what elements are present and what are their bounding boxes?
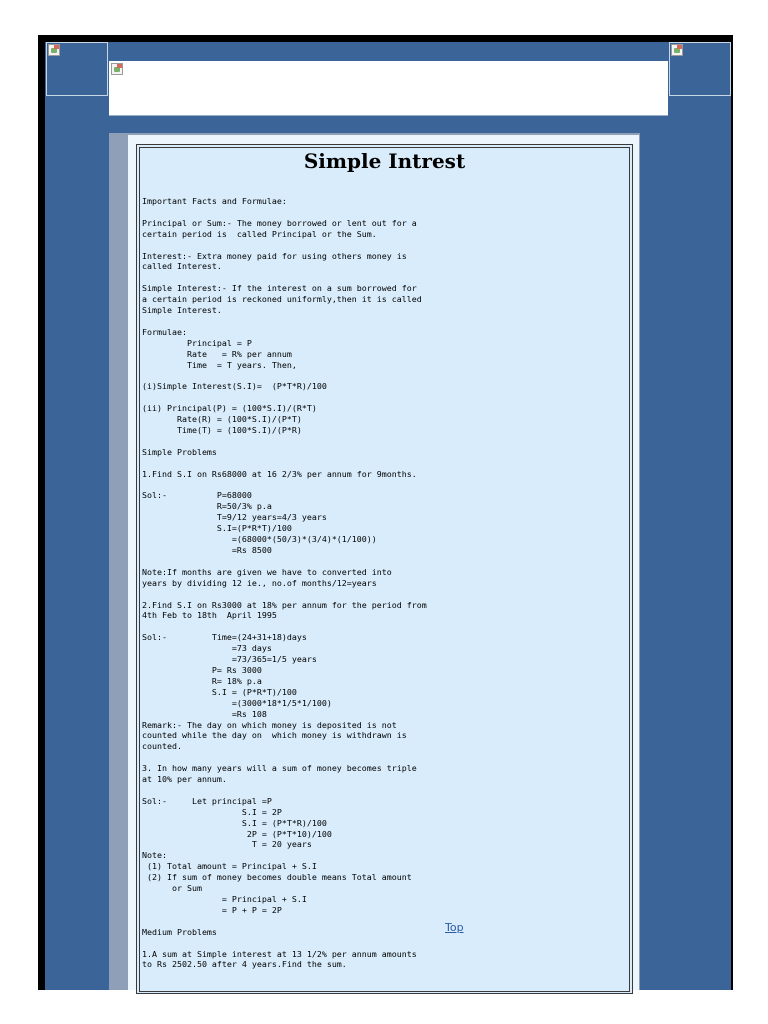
corner-image-right xyxy=(669,42,731,96)
article-body xyxy=(142,196,427,970)
text-line: Simple Interest. xyxy=(142,305,222,316)
text-line: 2.Find S.I on Rs3000 at 18% per annum for the period from xyxy=(142,599,427,610)
text-line: =(3000*18*1/5*1/100) xyxy=(142,697,332,708)
broken-image-icon xyxy=(48,44,62,58)
text-line: years by dividing 12 ie., no.of months/12=years xyxy=(142,577,377,588)
text-line: =Rs 108 xyxy=(142,708,267,719)
text-line: or Sum xyxy=(142,883,202,894)
corner-image-left xyxy=(46,42,108,96)
text-line: S.I=(P*R*T)/100 xyxy=(142,523,292,534)
text-line: =73/365=1/5 years xyxy=(142,654,317,665)
text-line: Formulae: xyxy=(142,326,187,337)
text-line: 2P = (P*T*10)/100 xyxy=(142,828,332,839)
text-line: Interest:- Extra money paid for using others money is xyxy=(142,250,407,261)
page-title: Simple Intrest xyxy=(303,149,466,173)
text-line: Note: xyxy=(142,850,167,861)
text-line: =73 days xyxy=(142,643,272,654)
text-line: (1) Total amount = Principal + S.I xyxy=(142,861,317,872)
text-line: Sol:- Time=(24+31+18)days xyxy=(142,632,307,643)
text-line: at 10% per annum. xyxy=(142,774,227,785)
text-line: 3. In how many years will a sum of money becomes triple xyxy=(142,763,417,774)
text-line: certain period is called Principal or the Sum. xyxy=(142,228,377,239)
text-line: (ii) Principal(P) = (100*S.I)/(R*T) xyxy=(142,403,317,414)
text-line: Note:If months are given we have to converted into xyxy=(142,566,392,577)
top-link[interactable]: Top xyxy=(445,921,464,934)
text-line: Important Facts and Formulae: xyxy=(142,196,287,206)
text-line: S.I = (P*R*T)/100 xyxy=(142,686,297,697)
text-line: Sol:- P=68000 xyxy=(142,490,252,501)
text-line: = P + P = 2P xyxy=(142,904,282,915)
text-line: S.I = 2P xyxy=(142,806,282,817)
text-line: 1.A sum at Simple interest at 13 1/2% per annum amounts xyxy=(142,948,417,959)
text-line: 1.Find S.I on Rs68000 at 16 2/3% per annum for 9months. xyxy=(142,468,417,479)
text-line: Rate = R% per annum xyxy=(142,348,292,359)
text-line: 4th Feb to 18th April 1995 xyxy=(142,610,277,621)
text-line: Time = T years. Then, xyxy=(142,359,297,370)
text-line: (i)Simple Interest(S.I)= (P*T*R)/100 xyxy=(142,381,327,392)
text-line: R=50/3% p.a xyxy=(142,501,272,512)
text-line: =(68000*(50/3)*(3/4)*(1/100)) xyxy=(142,534,377,545)
text-line: Medium Problems xyxy=(142,926,217,937)
text-line: Principal = P xyxy=(142,337,252,348)
text-line: counted while the day on which money is withdrawn is xyxy=(142,730,407,741)
header-banner xyxy=(109,61,668,116)
text-line: Simple Interest:- If the interest on a sum borrowed for xyxy=(142,283,417,294)
text-line: to Rs 2502.50 after 4 years.Find the sum. xyxy=(142,959,347,970)
text-line: Remark:- The day on which money is deposited is not xyxy=(142,719,397,730)
text-line: Sol:- Let principal =P xyxy=(142,795,272,806)
text-line: (2) If sum of money becomes double means Total amount xyxy=(142,872,412,883)
text-line: P= Rs 3000 xyxy=(142,664,262,675)
text-line: R= 18% p.a xyxy=(142,675,262,686)
text-line: Principal or Sum:- The money borrowed or lent out for a xyxy=(142,217,417,228)
text-line: T=9/12 years=4/3 years xyxy=(142,512,327,523)
text-line: Time(T) = (100*S.I)/(P*R) xyxy=(142,425,302,436)
broken-image-icon xyxy=(111,63,125,77)
text-line: T = 20 years xyxy=(142,839,312,850)
text-line: Simple Problems xyxy=(142,446,217,457)
text-line: = Principal + S.I xyxy=(142,894,307,904)
text-line: called Interest. xyxy=(142,261,222,272)
text-line: =Rs 8500 xyxy=(142,545,272,555)
text-line: S.I = (P*T*R)/100 xyxy=(142,817,327,828)
text-line: Rate(R) = (100*S.I)/(P*T) xyxy=(142,414,302,425)
broken-image-icon xyxy=(671,44,685,58)
text-line: a certain period is reckoned uniformly,then it is called xyxy=(142,294,422,305)
text-line: counted. xyxy=(142,741,182,752)
